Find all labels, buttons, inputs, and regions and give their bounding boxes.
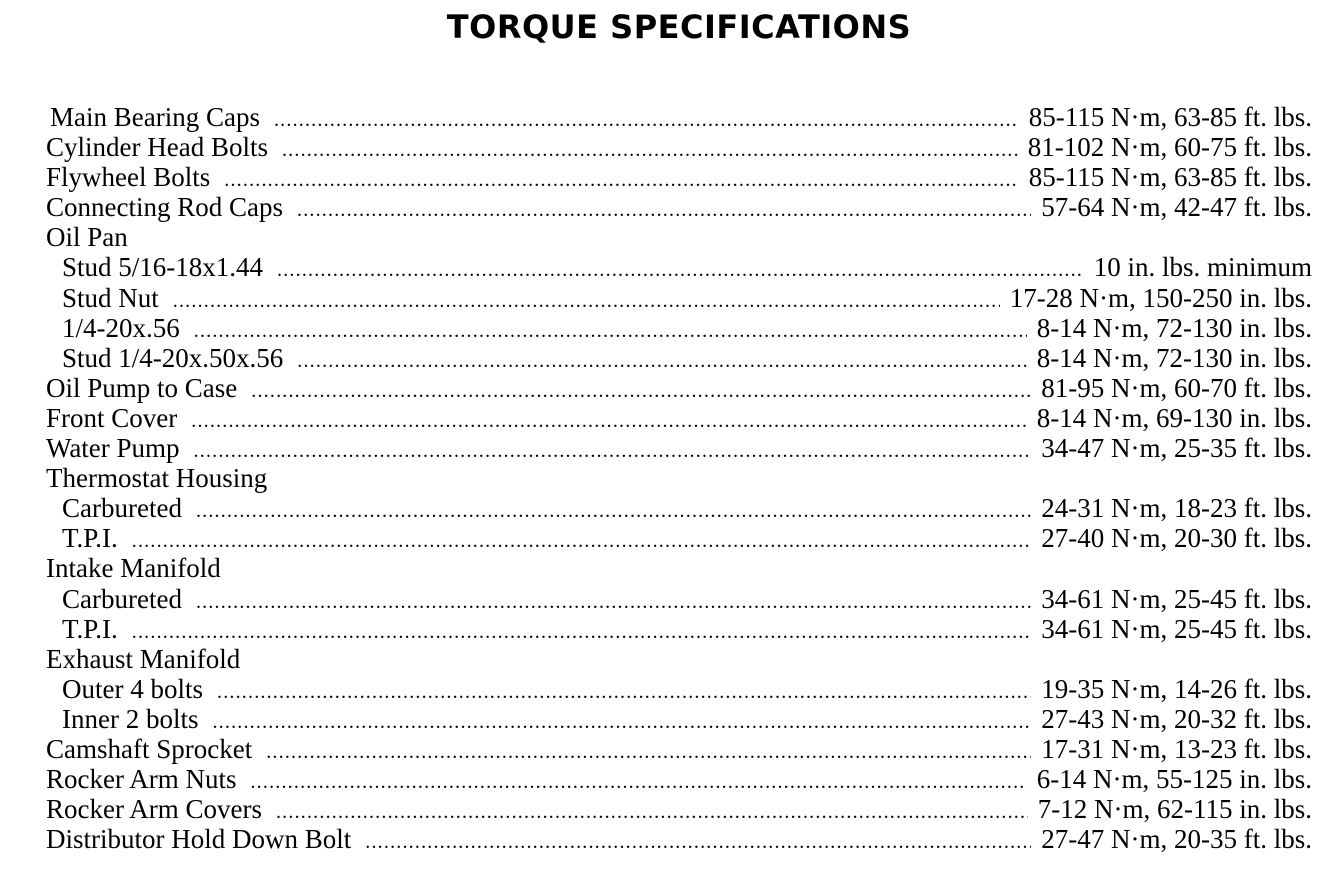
spec-group-label: Thermostat Housing — [46, 463, 268, 494]
dot-leader — [196, 496, 1031, 526]
spec-label: Inner 2 bolts — [62, 703, 199, 734]
spec-row-oil-pan-stud-2 — [46, 343, 1312, 373]
spec-row-exhaust-outer-bolts — [46, 674, 1312, 704]
spec-label: Carbureted — [62, 493, 182, 524]
dot-leader — [217, 677, 1031, 707]
spec-row-water-pump — [46, 433, 1312, 463]
spec-label: T.P.I. — [62, 523, 118, 554]
dot-leader — [266, 737, 1031, 767]
page-title: TORQUE SPECIFICATIONS — [446, 8, 912, 46]
dot-leader — [173, 286, 1000, 316]
spec-label: Stud Nut — [62, 282, 159, 313]
dot-leader — [282, 135, 1018, 165]
spec-value: 34-61 N·m, 25-45 ft. lbs. — [1041, 613, 1312, 644]
spec-label: Front Cover — [46, 402, 178, 433]
spec-label: Carbureted — [62, 583, 182, 614]
spec-value: 27-40 N·m, 20-30 ft. lbs. — [1041, 523, 1312, 554]
spec-value: 27-43 N·m, 20-32 ft. lbs. — [1041, 703, 1312, 734]
spec-row-oil-pan-stud-nut — [46, 283, 1312, 313]
spec-value: 81-95 N·m, 60-70 ft. lbs. — [1041, 372, 1312, 403]
spec-label: Camshaft Sprocket — [46, 733, 253, 764]
spec-row-rocker-arm-nuts — [46, 764, 1312, 794]
spec-value: 34-61 N·m, 25-45 ft. lbs. — [1041, 583, 1312, 614]
dot-leader — [194, 316, 1027, 346]
spec-row-thermostat-carbureted — [46, 493, 1312, 523]
spec-value: 85-115 N·m, 63-85 ft. lbs. — [1028, 102, 1312, 132]
spec-value: 8-14 N·m, 69-130 in. lbs. — [1036, 402, 1312, 433]
spec-value: 27-47 N·m, 20-35 ft. lbs. — [1041, 824, 1312, 855]
spec-value: 6-14 N·m, 55-125 in. lbs. — [1036, 764, 1312, 795]
spec-group-label: Exhaust Manifold — [46, 643, 241, 674]
spec-value: 7-12 N·m, 62-115 in. lbs. — [1037, 794, 1312, 825]
spec-row-oil-pan-bolt — [46, 313, 1312, 343]
torque-spec-list — [46, 102, 1312, 854]
spec-label: 1/4-20x.56 — [62, 312, 180, 343]
spec-row-connecting-rod-caps — [46, 192, 1312, 222]
spec-row-thermostat-tpi — [46, 523, 1312, 553]
spec-row-oil-pan-stud — [46, 252, 1312, 282]
spec-row-exhaust-inner-bolts — [46, 704, 1312, 734]
spec-label: Rocker Arm Nuts — [46, 764, 237, 795]
spec-value: 19-35 N·m, 14-26 ft. lbs. — [1041, 673, 1312, 704]
spec-row-camshaft-sprocket — [46, 734, 1312, 764]
dot-leader — [251, 376, 1031, 406]
spec-label: Stud 5/16-18x1.44 — [62, 252, 264, 283]
spec-value: 17-31 N·m, 13-23 ft. lbs. — [1041, 733, 1312, 764]
spec-label: Oil Pump to Case — [46, 372, 238, 403]
spec-row-main-bearing-caps — [46, 102, 1312, 132]
dot-leader — [297, 346, 1027, 376]
spec-label: Distributor Hold Down Bolt — [46, 824, 352, 855]
dot-leader — [132, 617, 1032, 647]
spec-value: 81-102 N·m, 60-75 ft. lbs. — [1027, 132, 1312, 163]
spec-label: Connecting Rod Caps — [46, 192, 283, 223]
dot-leader — [250, 767, 1026, 797]
dot-leader — [194, 436, 1032, 466]
spec-value: 8-14 N·m, 72-130 in. lbs. — [1036, 342, 1312, 373]
spec-value: 8-14 N·m, 72-130 in. lbs. — [1036, 312, 1312, 343]
spec-label: Water Pump — [46, 433, 180, 464]
dot-leader — [297, 195, 1031, 225]
spec-label: Outer 4 bolts — [62, 673, 203, 704]
spec-row-flywheel-bolts — [46, 162, 1312, 192]
spec-value: 24-31 N·m, 18-23 ft. lbs. — [1041, 493, 1312, 524]
dot-leader — [212, 707, 1031, 737]
spec-row-cylinder-head-bolts — [46, 132, 1312, 162]
spec-label: Stud 1/4-20x.50x.56 — [62, 342, 284, 373]
spec-value: 17-28 N·m, 150-250 in. lbs. — [1009, 282, 1312, 313]
spec-label: Cylinder Head Bolts — [46, 132, 268, 163]
spec-row-oil-pump-to-case — [46, 373, 1312, 403]
spec-row-front-cover — [46, 403, 1312, 433]
dot-leader — [224, 165, 1019, 195]
spec-value: 10 in. lbs. minimum — [1093, 252, 1312, 283]
dot-leader — [191, 406, 1027, 436]
dot-leader — [277, 255, 1084, 285]
spec-row-intake-tpi — [46, 614, 1312, 644]
spec-row-rocker-arm-covers — [46, 794, 1312, 824]
spec-group-label: Intake Manifold — [46, 553, 221, 584]
spec-label: T.P.I. — [62, 613, 118, 644]
spec-label: Rocker Arm Covers — [46, 794, 262, 825]
spec-group-header-intake-manifold — [46, 553, 1312, 583]
dot-leader — [276, 797, 1028, 827]
spec-value: 85-115 N·m, 63-85 ft. lbs. — [1028, 162, 1312, 193]
dot-leader — [132, 526, 1032, 556]
spec-row-distributor-hold-down-bolt — [46, 824, 1312, 854]
spec-group-header-oil-pan — [46, 222, 1312, 252]
spec-group-header-thermostat-housing — [46, 463, 1312, 493]
spec-label: Main Bearing Caps — [50, 102, 260, 132]
spec-group-header-exhaust-manifold — [46, 644, 1312, 674]
dot-leader — [274, 105, 1019, 135]
spec-row-intake-carbureted — [46, 584, 1312, 614]
spec-value: 57-64 N·m, 42-47 ft. lbs. — [1041, 192, 1312, 223]
spec-label: Flywheel Bolts — [46, 162, 211, 193]
dot-leader — [365, 827, 1031, 857]
dot-leader — [196, 587, 1031, 617]
spec-value: 34-47 N·m, 25-35 ft. lbs. — [1041, 433, 1312, 464]
spec-group-label: Oil Pan — [46, 222, 128, 253]
